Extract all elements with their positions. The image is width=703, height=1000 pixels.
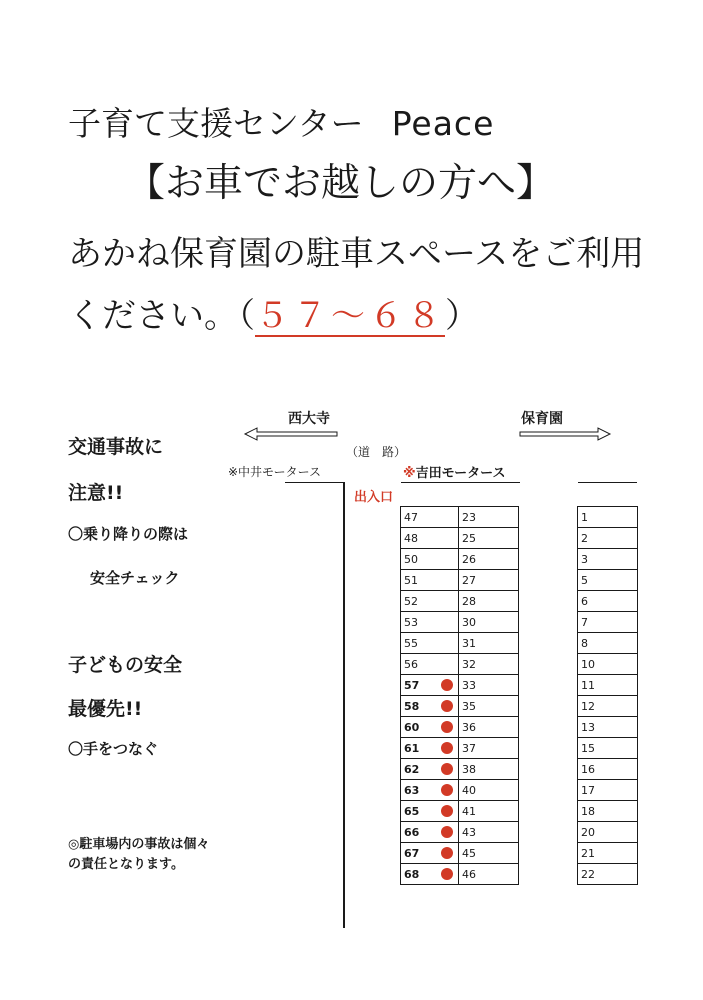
space-number: 6 — [578, 591, 638, 612]
space-number: 18 — [578, 801, 638, 822]
entrance-label: 出入口 — [354, 490, 394, 505]
parking-row — [401, 612, 519, 633]
page-title — [68, 98, 494, 145]
space-number: 37 — [459, 738, 519, 759]
parking-row — [578, 717, 638, 738]
space-number: 3 — [578, 549, 638, 570]
right-company — [403, 462, 505, 481]
parking-row — [401, 843, 519, 864]
left-lot-edge — [285, 482, 345, 483]
parking-row — [401, 570, 519, 591]
parking-row — [401, 801, 519, 822]
parking-row — [401, 822, 519, 843]
space-number — [401, 717, 459, 738]
reserved-dot-icon — [441, 763, 453, 775]
space-number-text: 56 — [404, 657, 418, 671]
space-number: 11 — [578, 675, 638, 696]
space-number-text: 60 — [404, 720, 420, 734]
space-number: 46 — [459, 864, 519, 885]
parking-row — [578, 696, 638, 717]
arrow-left-icon — [243, 426, 339, 442]
reserved-dot-icon — [441, 847, 453, 859]
space-range: ５７～６８ — [255, 296, 445, 336]
space-number — [401, 570, 459, 591]
parking-row — [578, 843, 638, 864]
reserved-dot-icon — [441, 700, 453, 712]
road-boundary-line — [343, 482, 345, 928]
space-number — [401, 654, 459, 675]
reserved-dot-icon — [441, 826, 453, 838]
parking-row — [401, 633, 519, 654]
space-number-text: 48 — [404, 531, 418, 545]
space-number — [401, 549, 459, 570]
space-number: 31 — [459, 633, 519, 654]
parking-row — [401, 654, 519, 675]
middle-lot-edge — [401, 482, 520, 483]
parking-grid-right — [577, 506, 638, 885]
space-number: 30 — [459, 612, 519, 633]
space-number: 33 — [459, 675, 519, 696]
space-number: 40 — [459, 780, 519, 801]
parking-row — [401, 738, 519, 759]
parking-row — [578, 612, 638, 633]
space-number: 8 — [578, 633, 638, 654]
brand-name: Peace — [391, 104, 495, 143]
space-number: 32 — [459, 654, 519, 675]
caution-heading-2: 注意!! — [68, 482, 124, 504]
parking-row — [401, 675, 519, 696]
space-number: 5 — [578, 570, 638, 591]
instruction-line-2 — [68, 288, 479, 337]
parking-row — [578, 654, 638, 675]
right-lot-edge — [578, 482, 637, 483]
space-number-text: 55 — [404, 636, 418, 650]
parking-row — [578, 528, 638, 549]
space-number-text: 47 — [404, 510, 418, 524]
instruction-line: あかね保育園の駐車スペースをご利用 — [68, 234, 645, 274]
space-number — [401, 759, 459, 780]
space-number: 27 — [459, 570, 519, 591]
title-text: 子育て支援センター — [68, 104, 364, 143]
parking-row — [578, 675, 638, 696]
space-number: 10 — [578, 654, 638, 675]
space-number: 35 — [459, 696, 519, 717]
tip-getting-off: 〇乗り降りの際は — [68, 525, 189, 543]
space-number — [401, 696, 459, 717]
space-number-text: 61 — [404, 741, 420, 755]
space-number — [401, 843, 459, 864]
parking-row — [401, 528, 519, 549]
space-number-text: 51 — [404, 573, 418, 587]
space-number — [401, 780, 459, 801]
parking-row — [578, 822, 638, 843]
parking-row — [578, 759, 638, 780]
parking-row — [578, 507, 638, 528]
space-number-text: 67 — [404, 846, 420, 860]
space-number-text: 66 — [404, 825, 420, 839]
space-number-text: 68 — [404, 867, 420, 881]
space-number — [401, 801, 459, 822]
space-number — [401, 591, 459, 612]
space-number: 43 — [459, 822, 519, 843]
space-number: 13 — [578, 717, 638, 738]
space-number: 12 — [578, 696, 638, 717]
arrow-right-icon — [518, 426, 612, 442]
reserved-dot-icon — [441, 784, 453, 796]
space-number-text: 58 — [404, 699, 420, 713]
child-safety-heading-1: 子どもの安全 — [68, 654, 183, 676]
caution-heading-1: 交通事故に — [68, 436, 164, 458]
space-number: 28 — [459, 591, 519, 612]
space-number — [401, 612, 459, 633]
instruction-prefix: ください。（ — [68, 296, 255, 336]
space-number: 15 — [578, 738, 638, 759]
space-number-text: 52 — [404, 594, 418, 608]
space-number — [401, 507, 459, 528]
parking-row — [578, 780, 638, 801]
space-number-text: 57 — [404, 678, 420, 692]
tip-safety-check: 安全チェック — [90, 569, 180, 587]
parking-row — [578, 801, 638, 822]
space-number — [401, 675, 459, 696]
parking-row — [401, 696, 519, 717]
parking-grid-middle — [400, 506, 519, 885]
child-safety-heading-2: 最優先!! — [68, 698, 143, 720]
space-number: 16 — [578, 759, 638, 780]
space-number: 25 — [459, 528, 519, 549]
right-company-mark: ※ — [403, 466, 416, 481]
space-number — [401, 822, 459, 843]
direction-label-right: 保育園 — [521, 411, 563, 427]
direction-label-left: 西大寺 — [288, 411, 330, 427]
parking-row — [401, 549, 519, 570]
road-label: （道 路） — [346, 445, 407, 459]
right-company-name: 吉田モータース — [415, 466, 506, 481]
parking-row — [578, 633, 638, 654]
space-number: 1 — [578, 507, 638, 528]
left-company: ※中井モータース — [228, 465, 321, 479]
parking-row — [578, 591, 638, 612]
parking-row — [578, 864, 638, 885]
space-number-text: 65 — [404, 804, 420, 818]
space-number-text: 53 — [404, 615, 418, 629]
space-number: 7 — [578, 612, 638, 633]
space-number: 22 — [578, 864, 638, 885]
tip-hold-hands: 〇手をつなぐ — [68, 740, 159, 758]
parking-row — [401, 864, 519, 885]
parking-row — [401, 717, 519, 738]
space-number — [401, 528, 459, 549]
parking-row — [401, 759, 519, 780]
parking-row — [401, 507, 519, 528]
reserved-dot-icon — [441, 679, 453, 691]
space-number: 38 — [459, 759, 519, 780]
reserved-dot-icon — [441, 742, 453, 754]
reserved-dot-icon — [441, 868, 453, 880]
space-number: 23 — [459, 507, 519, 528]
parking-row — [578, 570, 638, 591]
space-number: 2 — [578, 528, 638, 549]
space-number — [401, 633, 459, 654]
space-number-text: 63 — [404, 783, 420, 797]
space-number: 45 — [459, 843, 519, 864]
parking-row — [401, 591, 519, 612]
space-number: 26 — [459, 549, 519, 570]
space-number: 21 — [578, 843, 638, 864]
space-number — [401, 864, 459, 885]
reserved-dot-icon — [441, 721, 453, 733]
space-number-text: 62 — [404, 762, 420, 776]
space-number — [401, 738, 459, 759]
instruction-suffix: ） — [445, 296, 479, 336]
space-number: 41 — [459, 801, 519, 822]
reserved-dot-icon — [441, 805, 453, 817]
parking-row — [578, 549, 638, 570]
space-number: 20 — [578, 822, 638, 843]
space-number-text: 50 — [404, 552, 418, 566]
space-number: 36 — [459, 717, 519, 738]
subtitle: 【お車でお越しの方へ】 — [126, 161, 556, 206]
parking-row — [578, 738, 638, 759]
space-number: 17 — [578, 780, 638, 801]
disclaimer: ◎駐車場内の事故は個々の責任となります。 — [68, 837, 210, 872]
parking-row — [401, 780, 519, 801]
